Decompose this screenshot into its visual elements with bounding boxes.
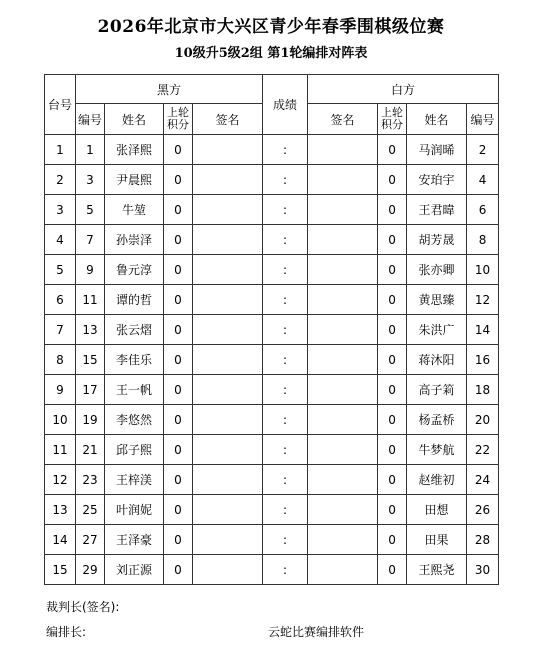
white-points-cell: 0	[378, 405, 407, 435]
white-points-cell: 0	[378, 285, 407, 315]
black-points-cell: 0	[164, 405, 193, 435]
table-no-cell: 8	[45, 345, 76, 375]
black-signature-cell	[193, 465, 263, 495]
white-signature-cell	[308, 165, 378, 195]
white-number-cell: 4	[467, 165, 499, 195]
table-row	[45, 375, 499, 405]
table-row	[45, 555, 499, 585]
white-points-cell: 0	[378, 165, 407, 195]
black-name-cell: 叶润妮	[105, 495, 164, 525]
white-name-cell: 田果	[407, 525, 467, 555]
black-name-cell: 邱子熙	[105, 435, 164, 465]
white-points-cell: 0	[378, 495, 407, 525]
header-white-signature: 签名	[308, 104, 378, 135]
software-credit: 云蛇比赛编排软件	[268, 625, 365, 639]
white-signature-cell	[308, 315, 378, 345]
result-cell: :	[263, 255, 308, 285]
white-points-cell: 0	[378, 195, 407, 225]
result-cell: :	[263, 525, 308, 555]
white-number-cell: 18	[467, 375, 499, 405]
result-cell: :	[263, 435, 308, 465]
result-cell: :	[263, 495, 308, 525]
white-name-cell: 朱洪广	[407, 315, 467, 345]
black-name-cell: 王梓渼	[105, 465, 164, 495]
white-number-cell: 26	[467, 495, 499, 525]
table-no-cell: 5	[45, 255, 76, 285]
header-black-number: 编号	[76, 104, 105, 135]
pairing-table	[44, 74, 499, 585]
white-points-cell: 0	[378, 225, 407, 255]
table-row	[45, 285, 499, 315]
white-number-cell: 12	[467, 285, 499, 315]
white-points-cell: 0	[378, 555, 407, 585]
black-name-cell: 谭的哲	[105, 285, 164, 315]
white-points-cell: 0	[378, 135, 407, 165]
black-points-cell: 0	[164, 135, 193, 165]
white-number-cell: 14	[467, 315, 499, 345]
black-number-cell: 13	[76, 315, 105, 345]
result-cell: :	[263, 225, 308, 255]
white-name-cell: 张亦卿	[407, 255, 467, 285]
black-number-cell: 27	[76, 525, 105, 555]
white-number-cell: 10	[467, 255, 499, 285]
table-no-cell: 6	[45, 285, 76, 315]
white-name-cell: 牛梦航	[407, 435, 467, 465]
white-signature-cell	[308, 255, 378, 285]
table-no-cell: 11	[45, 435, 76, 465]
black-number-cell: 15	[76, 345, 105, 375]
black-name-cell: 刘正源	[105, 555, 164, 585]
white-signature-cell	[308, 405, 378, 435]
table-row	[45, 135, 499, 165]
black-name-cell: 鲁元淳	[105, 255, 164, 285]
white-signature-cell	[308, 525, 378, 555]
black-points-cell: 0	[164, 345, 193, 375]
black-name-cell: 张泽熙	[105, 135, 164, 165]
white-number-cell: 8	[467, 225, 499, 255]
table-row	[45, 465, 499, 495]
table-row	[45, 405, 499, 435]
table-no-cell: 12	[45, 465, 76, 495]
black-points-cell: 0	[164, 315, 193, 345]
white-name-cell: 安珀宇	[407, 165, 467, 195]
result-cell: :	[263, 285, 308, 315]
white-points-cell: 0	[378, 315, 407, 345]
header-black-prev-points: 上轮积分	[164, 104, 193, 135]
table-no-cell: 1	[45, 135, 76, 165]
white-name-cell: 杨孟桥	[407, 405, 467, 435]
table-no-cell: 9	[45, 375, 76, 405]
table-row	[45, 345, 499, 375]
result-cell: :	[263, 465, 308, 495]
white-number-cell: 2	[467, 135, 499, 165]
white-points-cell: 0	[378, 435, 407, 465]
black-number-cell: 9	[76, 255, 105, 285]
white-points-cell: 0	[378, 345, 407, 375]
black-number-cell: 3	[76, 165, 105, 195]
white-name-cell: 田想	[407, 495, 467, 525]
header-white-prev-points: 上轮积分	[378, 104, 407, 135]
white-number-cell: 6	[467, 195, 499, 225]
white-points-cell: 0	[378, 375, 407, 405]
black-points-cell: 0	[164, 555, 193, 585]
black-name-cell: 李悠然	[105, 405, 164, 435]
header-black-signature: 签名	[193, 104, 263, 135]
table-no-cell: 2	[45, 165, 76, 195]
table-no-cell: 3	[45, 195, 76, 225]
black-name-cell: 王一帆	[105, 375, 164, 405]
black-number-cell: 17	[76, 375, 105, 405]
table-row	[45, 165, 499, 195]
black-number-cell: 1	[76, 135, 105, 165]
pairing-rows	[45, 135, 499, 585]
result-cell: :	[263, 315, 308, 345]
header-black: 黑方	[76, 75, 263, 104]
table-row	[45, 315, 499, 345]
black-points-cell: 0	[164, 525, 193, 555]
black-name-cell: 王泽豪	[105, 525, 164, 555]
arranger-label: 编排长:	[46, 625, 87, 639]
black-points-cell: 0	[164, 375, 193, 405]
black-number-cell: 23	[76, 465, 105, 495]
black-signature-cell	[193, 345, 263, 375]
black-signature-cell	[193, 255, 263, 285]
black-signature-cell	[193, 165, 263, 195]
black-number-cell: 21	[76, 435, 105, 465]
black-points-cell: 0	[164, 255, 193, 285]
black-points-cell: 0	[164, 225, 193, 255]
black-signature-cell	[193, 315, 263, 345]
black-signature-cell	[193, 525, 263, 555]
white-signature-cell	[308, 555, 378, 585]
black-signature-cell	[193, 495, 263, 525]
white-signature-cell	[308, 135, 378, 165]
white-points-cell: 0	[378, 255, 407, 285]
white-name-cell: 胡芳晟	[407, 225, 467, 255]
black-signature-cell	[193, 375, 263, 405]
white-signature-cell	[308, 495, 378, 525]
table-no-cell: 14	[45, 525, 76, 555]
table-no-cell: 7	[45, 315, 76, 345]
white-signature-cell	[308, 345, 378, 375]
black-points-cell: 0	[164, 285, 193, 315]
white-number-cell: 20	[467, 405, 499, 435]
black-points-cell: 0	[164, 195, 193, 225]
table-row	[45, 225, 499, 255]
black-points-cell: 0	[164, 495, 193, 525]
white-name-cell: 赵维初	[407, 465, 467, 495]
document-subtitle: 10级升5级2组 第1轮编排对阵表	[174, 46, 368, 61]
result-cell: :	[263, 375, 308, 405]
black-number-cell: 19	[76, 405, 105, 435]
black-signature-cell	[193, 405, 263, 435]
header-white-name: 姓名	[407, 104, 467, 135]
white-name-cell: 王熙尧	[407, 555, 467, 585]
black-number-cell: 7	[76, 225, 105, 255]
white-signature-cell	[308, 225, 378, 255]
black-signature-cell	[193, 195, 263, 225]
black-name-cell: 张云熠	[105, 315, 164, 345]
table-no-cell: 15	[45, 555, 76, 585]
table-row	[45, 255, 499, 285]
table-no-cell: 13	[45, 495, 76, 525]
white-points-cell: 0	[378, 525, 407, 555]
black-points-cell: 0	[164, 165, 193, 195]
black-number-cell: 29	[76, 555, 105, 585]
white-number-cell: 24	[467, 465, 499, 495]
table-row	[45, 195, 499, 225]
black-name-cell: 尹晨熙	[105, 165, 164, 195]
white-signature-cell	[308, 465, 378, 495]
table-row	[45, 435, 499, 465]
black-signature-cell	[193, 285, 263, 315]
white-number-cell: 30	[467, 555, 499, 585]
result-cell: :	[263, 165, 308, 195]
table-row	[45, 525, 499, 555]
header-black-name: 姓名	[105, 104, 164, 135]
white-name-cell: 高子筣	[407, 375, 467, 405]
white-name-cell: 马润晞	[407, 135, 467, 165]
black-signature-cell	[193, 225, 263, 255]
result-cell: :	[263, 195, 308, 225]
white-signature-cell	[308, 375, 378, 405]
black-number-cell: 5	[76, 195, 105, 225]
white-number-cell: 22	[467, 435, 499, 465]
result-cell: :	[263, 345, 308, 375]
table-no-cell: 4	[45, 225, 76, 255]
black-number-cell: 11	[76, 285, 105, 315]
white-signature-cell	[308, 435, 378, 465]
header-white: 白方	[308, 75, 499, 104]
white-number-cell: 16	[467, 345, 499, 375]
white-number-cell: 28	[467, 525, 499, 555]
black-name-cell: 牛堃	[105, 195, 164, 225]
white-name-cell: 黄思臻	[407, 285, 467, 315]
header-result: 成绩	[263, 75, 308, 135]
table-row	[45, 495, 499, 525]
document-title: 2026年北京市大兴区青少年春季围棋级位赛	[97, 17, 445, 37]
table-no-cell: 10	[45, 405, 76, 435]
black-number-cell: 25	[76, 495, 105, 525]
white-name-cell: 王君暐	[407, 195, 467, 225]
result-cell: :	[263, 135, 308, 165]
black-signature-cell	[193, 135, 263, 165]
white-name-cell: 蒋沐阳	[407, 345, 467, 375]
header-table-no: 台号	[45, 75, 76, 135]
result-cell: :	[263, 555, 308, 585]
black-name-cell: 孙崇泽	[105, 225, 164, 255]
referee-signature-label: 裁判长(签名):	[46, 600, 120, 614]
black-signature-cell	[193, 555, 263, 585]
black-points-cell: 0	[164, 465, 193, 495]
black-name-cell: 李佳乐	[105, 345, 164, 375]
black-points-cell: 0	[164, 435, 193, 465]
result-cell: :	[263, 405, 308, 435]
white-signature-cell	[308, 195, 378, 225]
white-signature-cell	[308, 285, 378, 315]
black-signature-cell	[193, 435, 263, 465]
white-points-cell: 0	[378, 465, 407, 495]
header-white-number: 编号	[467, 104, 499, 135]
